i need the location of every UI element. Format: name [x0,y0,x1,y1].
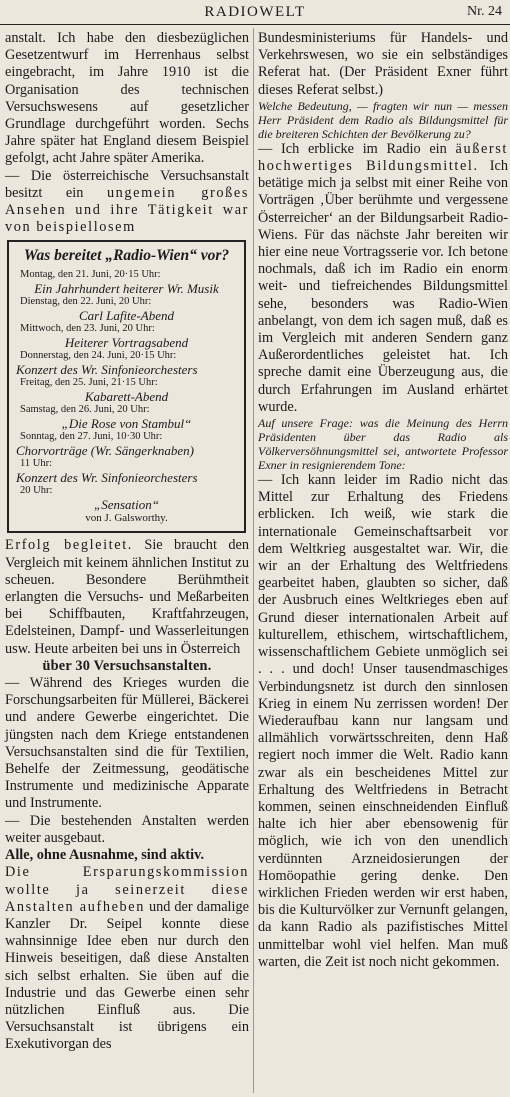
program-event: Konzert des Wr. Sinfonieorchesters [16,470,198,486]
column-divider [253,28,254,1093]
program-entry [16,458,237,485]
paragraph [5,537,249,657]
program-entry [16,485,237,512]
program-day: Dienstag, den 22. Juni, 20 Uhr: [20,296,152,308]
left-column [5,30,249,1054]
program-event: Konzert des Wr. Sinfonieorchesters [16,362,198,378]
program-day: Freitag, den 25. Juni, 21·15 Uhr: [20,377,158,389]
paragraph-text: Ich betätige mich ja selbst mit einer Reihe von Vorträgen ‚Über berühmte und vergessene Österreicher‘ an der Bildungsarbeit Radio-Wiens. Für das nächste Jahr bereiten wir hier eine neue Vortragsserie vor. Ich betone nochmals, daß ich im Radio ein enorm weit- und tiefreichendes Bildungsmittel sehe, besonders was Radio-Wien anbelangt, von dem ich sagen muß, daß es im Vergleich mit anderen Sendern ganz Außerordentliches geleistet hat. Ich spreche damit eine Überzeugung aus, die durch Erfahrungen im Ausland erhärtet wurde. [258,158,508,415]
program-event: Ein Jahrhundert heiterer Wr. Musik [34,281,219,297]
program-box-title: Was bereitet „Radio-Wien“ vor? [23,247,230,265]
program-day: Montag, den 21. Juni, 20·15 Uhr: [20,269,161,281]
interview-question: Auf unsere Frage: was die Meinung des Herrn Präsidenten über das Radio als Völkerversöhnungsmittel sei, antwortete Professor Exner in resignierendem Tone: [258,416,508,473]
program-day: 20 Uhr: [20,485,53,497]
spaced-text: äußerst hochwertiges Bildungsmittel. [258,140,508,175]
spaced-text: ungemein großes Ansehen und ihre Tätigkeit war von beispiellosem [5,184,249,236]
paragraph: — Ich kann leider im Radio nicht das Mittel zur Erhaltung des Friedens erblicken. Ich weiß, wie stark die internationale Gemeinschaftsarbeit vor dem Weltkrieg ausgestaltet war. Wir, die wir an der Erhaltung des Weltfriedens gearbeitet haben, glaubten so sicher, daß der Ausbruch eines Weltkrieges eben auf Grund dieser internationalen Arbeit auf kulturellem, ethischem, wirtschaftlichem, wissenschaftlichem Gebiete unmöglich sei . . . und doch! Unser tausendmaschiges Verbindungsnetz ist durch den sinnlosen Krieg in einem Nu zerrissen worden! Der Wiederaufbau kann nur langsam und allmählich vorwärtsschreiten, denn Haß regiert noch immer die Welt. Radio kann zwar als ein bescheidenes Mittel zur Erhaltung des Weltfriedens in Betracht kommen, seinen einschneidenden Einfluß halte ich hier aber ebensowenig für möglich, wie ich von den unendlich verdünnten Arzneidosierungen der Homöopathie gering denke. Den wirklichen Frieden werden wir erst haben, bis die Kulturvölker zur Vernunft gelangen, da kann Radio als pazifistisches Mittel unmittelbar wohl viel helfen. Man muß warten, die Zeit ist noch nicht gekommen. [258,472,508,970]
subheading: Alle, ohne Ausnahme, sind aktiv. [5,847,205,864]
program-entry [16,377,237,404]
interview-question: Welche Bedeutung, — fragten wir nun — messen Herr Präsident dem Radio als Bildungsmittel für die breiteren Schichten der Bevölkerung zu? [258,98,508,141]
program-entry [16,350,237,377]
program-day: Mittwoch, den 23. Juni, 20 Uhr: [20,323,155,335]
program-entry [16,323,237,350]
paragraph: — Die bestehenden Anstalten werden weiter ausgebaut. [5,812,249,846]
spaced-text: Die Ersparungskommission wollte ja seinerzeit diese Anstalten aufheben [5,864,249,915]
program-day: Donnerstag, den 24. Juni, 20·15 Uhr: [20,350,177,362]
program-event: Kabarett-Abend [84,389,169,405]
program-event: „Die Rose von Stambul“ [61,416,192,432]
program-entry [16,296,237,323]
program-day: 11 Uhr: [20,458,52,470]
program-entry [16,269,237,296]
paragraph-text: Sie braucht den Vergleich mit keinem ähnlichen Institut zu scheuen. Besondere Berühmtheit erlangten die Versuchs- und Meßarbeiten bei Schiffbauten, Kraftfahrzeugen, Edelsteinen, Dampf- und Wasserleitungen usw. Heute arbeiten bei uns in Österreich [5,537,249,657]
program-entry [16,404,237,431]
paragraph: anstalt. Ich habe den diesbezüglichen Gesetzentwurf im Herrenhaus selbst eingebracht, im Jahre 1910 ist die Organisation des technischen Versuchswesens auf gesetzlicher Grundlage durchgeführt worden. Sechs Jahre später hat England diesem Beispiel gefolgt, acht Jahre später Amerika. [5,30,249,167]
paragraph-text: — Ich erblicke im Radio ein [258,140,456,157]
paragraph: Bundesministeriums für Handels- und Verkehrswesen, wo sie ein selbständiges Referat hat. (Der Präsident Exner führt dieses Referat selbst.) [258,30,508,98]
paragraph [258,141,508,416]
program-box [7,240,246,533]
program-event: Heiterer Vortragsabend [64,335,189,351]
paragraph: — Während des Krieges wurden die Forschungsarbeiten für Müllerei, Bäckerei und andere Gewerbe eingerichtet. Die jüngsten nach dem Kriege entstandenen Versuchsanstalten sind die für Textilien, Behelfe der Zeitmessung, geodätische Instrumente und medizinische Apparate und Instrumente. [5,675,249,812]
paragraph-text: und der damalige Kanzler Dr. Seipel konnte diese wahnsinnige Idee eben nur durch den Hinweis beseitigen, daß diese Anstalten sich selbst erhalten. Sie üben auf die Industrie und das Gewerbe einen sehr nützlichen Einfluß aus. Die Versuchsanstalt ist übrigens ein Exekutivorgan des [5,898,249,1053]
subheading: über 30 Versuchsanstalten. [42,657,212,674]
issue-number: Nr. 24 [467,4,502,19]
program-event: „Sensation“ [93,497,159,513]
paragraph [5,168,249,237]
page-header [0,0,510,25]
right-column [258,30,508,971]
paragraph [5,864,249,1053]
program-event: Carl Lafite-Abend [79,308,174,324]
program-event: Chorvorträge (Wr. Sängerknaben) [16,443,195,459]
program-day: Samstag, den 26. Juni, 20 Uhr: [20,404,150,416]
program-author: von J. Galsworthy. [85,512,168,525]
spaced-text: Erfolg begleitet. [5,537,133,554]
magazine-title: RADIOWELT [204,4,306,20]
program-day: Sonntag, den 27. Juni, 10·30 Uhr: [20,431,163,443]
program-entry [16,431,237,458]
paragraph-text: — Die österreichische Versuchsanstalt besitzt ein [5,167,249,201]
